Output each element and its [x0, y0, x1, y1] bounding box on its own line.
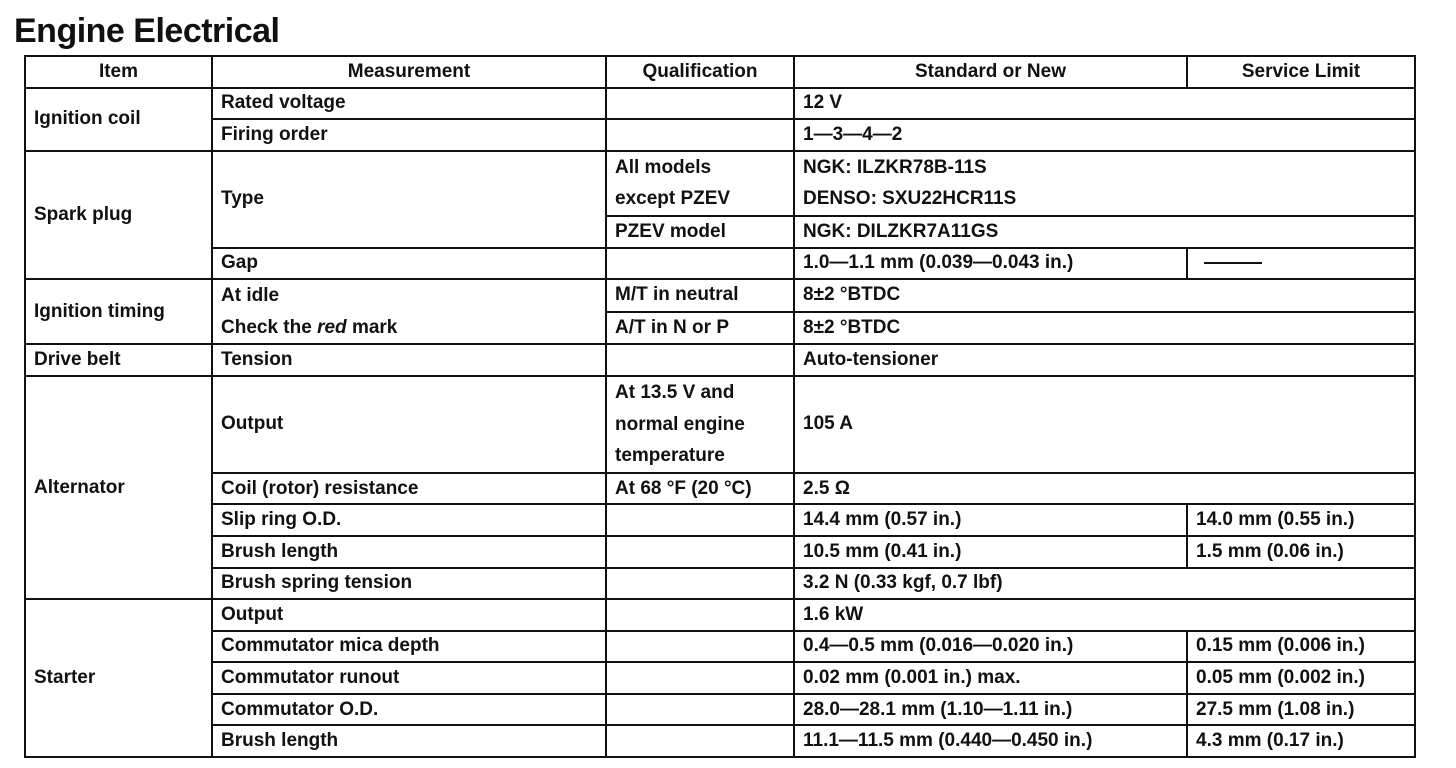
- qualification-cell: [606, 599, 794, 631]
- measurement-cell: Type: [212, 151, 606, 248]
- item-spark-plug: Spark plug: [25, 151, 212, 279]
- service-limit-cell: 4.3 mm (0.17 in.): [1187, 725, 1415, 757]
- qualification-cell: A/T in N or P: [606, 312, 794, 345]
- qualification-line: except PZEV: [615, 188, 731, 210]
- measurement-cell: Coil (rotor) resistance: [212, 473, 606, 505]
- qualification-cell: [606, 151, 794, 216]
- qualification-cell: M/T in neutral: [606, 279, 794, 312]
- standard-cell: 1—3—4—2: [794, 119, 1415, 151]
- header-standard: Standard or New: [794, 56, 1187, 88]
- standard-cell: 28.0—28.1 mm (1.10—1.11 in.): [794, 694, 1187, 726]
- engine-electrical-table: [24, 55, 1416, 758]
- service-limit-cell: 1.5 mm (0.06 in.): [1187, 536, 1415, 568]
- emphasis-red: red: [317, 316, 347, 338]
- measurement-cell: Tension: [212, 344, 606, 376]
- standard-cell: NGK: DILZKR7A11GS: [794, 216, 1415, 248]
- qualification-cell: [606, 536, 794, 568]
- measurement-cell: Brush length: [212, 536, 606, 568]
- qualification-cell: [606, 568, 794, 600]
- service-limit-cell: 0.15 mm (0.006 in.): [1187, 631, 1415, 663]
- standard-cell: 1.0—1.1 mm (0.039—0.043 in.): [794, 248, 1187, 280]
- qualification-cell: [606, 631, 794, 663]
- table-row: [25, 119, 1415, 151]
- table-row: [25, 694, 1415, 726]
- qualification-cell: PZEV model: [606, 216, 794, 248]
- measurement-cell: [212, 279, 606, 344]
- standard-cell: 3.2 N (0.33 kgf, 0.7 lbf): [794, 568, 1415, 600]
- measurement-line: At idle: [221, 285, 280, 307]
- standard-cell: 105 A: [794, 376, 1415, 473]
- header-measurement: Measurement: [212, 56, 606, 88]
- header-qualification: Qualification: [606, 56, 794, 88]
- measurement-cell: Rated voltage: [212, 88, 606, 120]
- standard-cell: [794, 151, 1415, 216]
- header-item: Item: [25, 56, 212, 88]
- qualification-cell: [606, 662, 794, 694]
- standard-cell: 14.4 mm (0.57 in.): [794, 504, 1187, 536]
- table-row: [25, 88, 1415, 120]
- standard-line: NGK: ILZKR78B-11S: [803, 156, 987, 178]
- table-row: [25, 248, 1415, 280]
- service-limit-cell: 27.5 mm (1.08 in.): [1187, 694, 1415, 726]
- standard-cell: 0.02 mm (0.001 in.) max.: [794, 662, 1187, 694]
- service-limit-cell: 0.05 mm (0.002 in.): [1187, 662, 1415, 694]
- standard-cell: 2.5 Ω: [794, 473, 1415, 505]
- dash-mark: [1204, 262, 1262, 264]
- qualification-cell: [606, 376, 794, 473]
- standard-cell: 11.1—11.5 mm (0.440—0.450 in.): [794, 725, 1187, 757]
- item-ignition-timing: Ignition timing: [25, 279, 212, 344]
- standard-cell: 10.5 mm (0.41 in.): [794, 536, 1187, 568]
- standard-cell: 1.6 kW: [794, 599, 1415, 631]
- qualification-line: normal engine: [615, 413, 745, 435]
- text-part: Check the: [221, 316, 318, 338]
- header-row: [25, 56, 1415, 88]
- qualification-line: temperature: [615, 445, 725, 467]
- text-part: mark: [346, 316, 398, 338]
- measurement-cell: Brush length: [212, 725, 606, 757]
- qualification-cell: [606, 725, 794, 757]
- qualification-line: At 13.5 V and: [615, 381, 735, 403]
- item-alternator: Alternator: [25, 376, 212, 599]
- qualification-cell: [606, 248, 794, 280]
- standard-cell: 0.4—0.5 mm (0.016—0.020 in.): [794, 631, 1187, 663]
- qualification-cell: [606, 694, 794, 726]
- service-limit-cell: [1187, 248, 1415, 280]
- table-row: [25, 568, 1415, 600]
- measurement-line: [221, 312, 597, 344]
- table-row: [25, 536, 1415, 568]
- table-row: [25, 279, 1415, 312]
- standard-cell: 12 V: [794, 88, 1415, 120]
- table-row: [25, 662, 1415, 694]
- item-ignition-coil: Ignition coil: [25, 88, 212, 151]
- measurement-cell: Brush spring tension: [212, 568, 606, 600]
- item-starter: Starter: [25, 599, 212, 757]
- measurement-cell: Output: [212, 376, 606, 473]
- measurement-cell: Output: [212, 599, 606, 631]
- service-limit-cell: 14.0 mm (0.55 in.): [1187, 504, 1415, 536]
- qualification-cell: [606, 119, 794, 151]
- header-service-limit: Service Limit: [1187, 56, 1415, 88]
- table-row: [25, 631, 1415, 663]
- page-title: Engine Electrical: [14, 12, 280, 50]
- measurement-cell: Commutator runout: [212, 662, 606, 694]
- standard-cell: Auto-tensioner: [794, 344, 1415, 376]
- table-row: [25, 504, 1415, 536]
- qualification-cell: At 68 °F (20 °C): [606, 473, 794, 505]
- qualification-line: All models: [615, 156, 712, 178]
- table-row: [25, 344, 1415, 376]
- item-drive-belt: Drive belt: [25, 344, 212, 376]
- table-row: [25, 473, 1415, 505]
- qualification-cell: [606, 344, 794, 376]
- standard-line: DENSO: SXU22HCR11S: [803, 188, 1017, 210]
- measurement-cell: Gap: [212, 248, 606, 280]
- table-row: [25, 725, 1415, 757]
- measurement-cell: Commutator O.D.: [212, 694, 606, 726]
- measurement-cell: Slip ring O.D.: [212, 504, 606, 536]
- qualification-cell: [606, 88, 794, 120]
- qualification-cell: [606, 504, 794, 536]
- measurement-cell: Firing order: [212, 119, 606, 151]
- standard-cell: 8±2 °BTDC: [794, 312, 1415, 345]
- table-row: [25, 599, 1415, 631]
- measurement-cell: Commutator mica depth: [212, 631, 606, 663]
- standard-cell: 8±2 °BTDC: [794, 279, 1415, 312]
